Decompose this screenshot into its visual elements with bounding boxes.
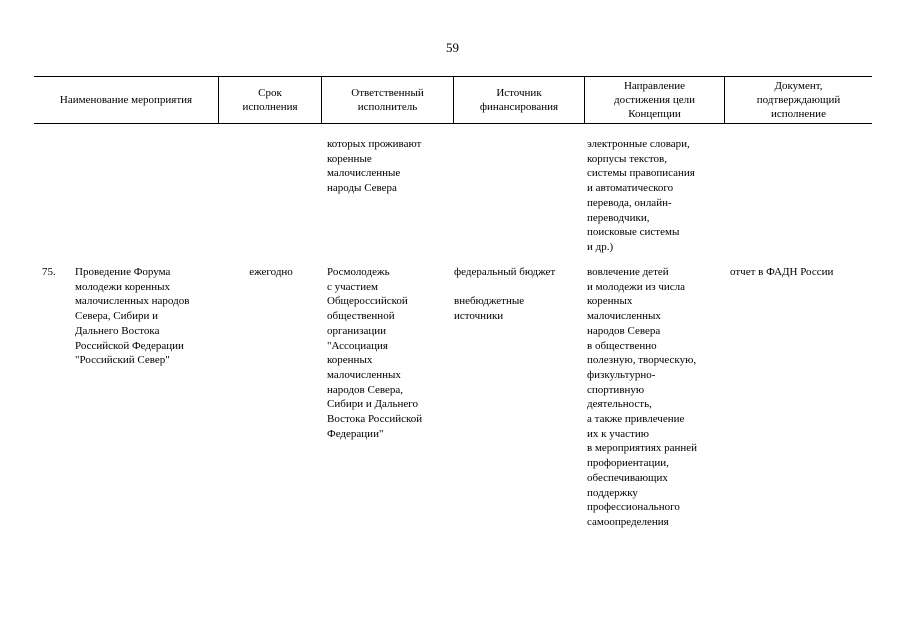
- cell-funding: федеральный бюджет внебюджетные источники: [454, 266, 556, 323]
- cell-direction: вовлечение детей и молодежи из числа коренных малочисленных народов Севера в общественно полезную, творческую, физкультурно- спортивную деятельность, а также привлечение их к участию в мероприятиях ранней профориентации, обеспечивающих поддержку профессионального самоопределения: [587, 266, 698, 528]
- header-event-name: Наименование мероприятия: [59, 94, 193, 106]
- events-table: [34, 76, 872, 545]
- cell-executor: Росмолодежь с участием Общероссийской общественной организации "Ассоциация коренных малочисленных народов Севера, Сибири и Дальнего Востока Российской Федерации": [327, 266, 423, 440]
- header-executor: Ответственный исполнитель: [321, 77, 453, 123]
- cell-direction-continued: электронные словари, корпусы текстов, системы правописания и автоматического перевода, онлайн- переводчики, поисковые системы и др.): [587, 138, 695, 253]
- table-row-continuation: [34, 137, 872, 265]
- cell-row-number: 75.: [42, 266, 56, 278]
- header-direction: Направление достижения цели Концепции: [584, 77, 724, 123]
- header-document: Документ, подтверждающий исполнение: [724, 77, 872, 123]
- header-funding: Источник финансирования: [453, 77, 584, 123]
- header-deadline: Срок исполнения: [218, 77, 321, 123]
- table-row-75: [34, 265, 872, 545]
- table-header-row: [34, 76, 872, 124]
- cell-document: отчет в ФАДН России: [730, 266, 834, 278]
- cell-deadline: ежегодно: [249, 266, 293, 278]
- cell-executor-continued: которых проживают коренные малочисленные народы Севера: [327, 138, 422, 195]
- cell-event-name: Проведение Форума молодежи коренных малочисленных народов Севера, Сибири и Дальнего Востока Российской Федерации "Российский Север": [75, 266, 190, 367]
- page-number: 59: [446, 40, 459, 55]
